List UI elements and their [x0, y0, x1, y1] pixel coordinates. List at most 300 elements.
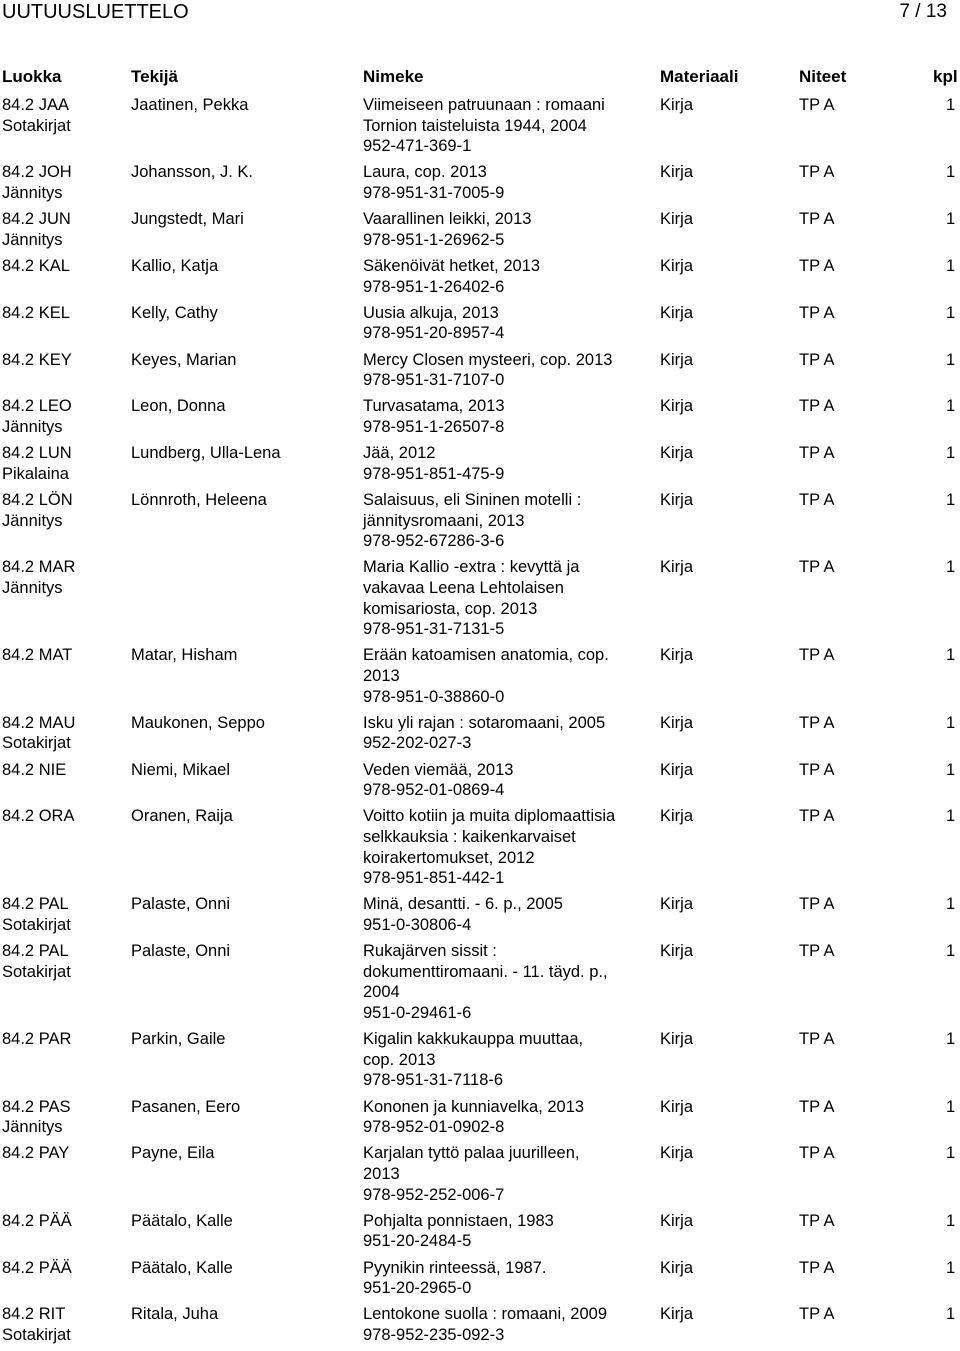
material-cell [660, 209, 693, 230]
material-cell [660, 1143, 693, 1164]
material-type: Kirja [660, 558, 694, 577]
material-cell [660, 1304, 693, 1325]
location-code: TP A [799, 303, 835, 322]
location-code: TP A [799, 210, 835, 229]
copy-count: 1 [946, 1305, 956, 1324]
table-row [0, 256, 960, 303]
copy-count: 1 [946, 163, 956, 182]
location-code: TP A [799, 760, 835, 779]
location-cell [799, 95, 834, 116]
count-cell [946, 1143, 955, 1164]
table-row [0, 95, 960, 162]
copy-count: 1 [946, 1144, 956, 1163]
count-cell [946, 350, 955, 371]
material-cell [660, 806, 693, 827]
material-cell [660, 713, 693, 734]
classification-cell [2, 256, 127, 277]
title-cell [363, 760, 655, 801]
classification-cell [2, 209, 127, 250]
copy-count: 1 [946, 1211, 956, 1230]
copy-count: 1 [946, 760, 956, 779]
copy-count: 1 [946, 350, 956, 369]
classification-cell [2, 396, 127, 437]
location-code: TP A [799, 397, 835, 416]
author-name: Kallio, Katja [131, 256, 219, 275]
count-cell [946, 557, 955, 578]
material-cell [660, 256, 693, 277]
table-row [0, 1097, 960, 1144]
isbn: 978-951-1-26402-6 [363, 277, 505, 296]
copy-count: 1 [946, 895, 956, 914]
location-cell [799, 209, 834, 230]
header-luokka: Luokka [2, 67, 62, 86]
material-type: Kirja [660, 1097, 694, 1116]
material-type: Kirja [660, 96, 694, 114]
material-cell [660, 1211, 693, 1232]
material-type: Kirja [660, 490, 694, 509]
genre-label: Jännitys [2, 183, 63, 202]
material-cell [660, 1029, 693, 1050]
material-cell [660, 1097, 693, 1118]
classification-cell [2, 95, 127, 136]
author-name: Oranen, Raija [131, 807, 233, 826]
copy-count: 1 [946, 1258, 956, 1277]
title-line: Viimeiseen patruunaan : romaani [363, 96, 605, 114]
count-cell [946, 806, 955, 827]
class-code: 84.2 MAR [2, 558, 76, 577]
title-cell [363, 1211, 655, 1252]
author-cell [131, 303, 359, 324]
material-type: Kirja [660, 303, 694, 322]
table-row [0, 162, 960, 209]
table-row [0, 490, 960, 557]
author-cell [131, 760, 359, 781]
isbn: 978-951-1-26507-8 [363, 417, 505, 436]
title-line: Tornion taisteluista 1944, 2004 [363, 116, 587, 135]
author-name: Maukonen, Seppo [131, 713, 265, 732]
isbn: 978-952-01-0902-8 [363, 1118, 505, 1137]
copy-count: 1 [946, 303, 956, 322]
isbn: 978-951-851-475-9 [363, 464, 505, 483]
title-line: Vaarallinen leikki, 2013 [363, 210, 532, 229]
classification-cell [2, 350, 127, 371]
count-cell [946, 95, 955, 116]
author-name: Palaste, Onni [131, 895, 231, 914]
location-code: TP A [799, 490, 835, 509]
location-cell [799, 396, 834, 417]
classification-cell [2, 1097, 127, 1138]
table-row [0, 941, 960, 1029]
author-cell [131, 396, 359, 417]
title-cell [363, 256, 655, 297]
count-cell [946, 256, 955, 277]
copy-count: 1 [946, 444, 956, 463]
classification-cell [2, 1143, 127, 1164]
isbn: 978-951-0-38860-0 [363, 687, 505, 706]
location-cell [799, 350, 834, 371]
location-cell [799, 894, 834, 915]
copy-count: 1 [946, 490, 956, 509]
count-cell [946, 713, 955, 734]
isbn: 951-0-30806-4 [363, 915, 472, 934]
title-line: Säkenöivät hetket, 2013 [363, 256, 541, 275]
genre-label: Jännitys [2, 230, 63, 249]
location-code: TP A [799, 1144, 835, 1163]
count-cell [946, 443, 955, 464]
author-cell [131, 490, 359, 511]
genre-label: Jännitys [2, 417, 63, 436]
author-cell [131, 95, 359, 116]
location-code: TP A [799, 942, 835, 961]
material-cell [660, 350, 693, 371]
author-cell [131, 1258, 359, 1279]
title-line: Karjalan tyttö palaa juurilleen, [363, 1144, 580, 1163]
material-type: Kirja [660, 1258, 694, 1277]
author-name: Matar, Hisham [131, 646, 238, 665]
title-line: Erään katoamisen anatomia, cop. [363, 646, 609, 665]
isbn: 978-951-851-442-1 [363, 869, 505, 888]
header-nimeke: Nimeke [363, 67, 424, 86]
isbn: 952-471-369-1 [363, 137, 472, 156]
isbn: 978-951-31-7107-0 [363, 371, 505, 390]
count-cell [946, 1211, 955, 1232]
table-row [0, 209, 960, 256]
class-code: 84.2 LÖN [2, 490, 73, 509]
author-name: Palaste, Onni [131, 942, 231, 961]
class-code: 84.2 JOH [2, 163, 72, 182]
copy-count: 1 [946, 807, 956, 826]
title-cell [363, 1143, 655, 1205]
location-cell [799, 806, 834, 827]
author-cell [131, 941, 359, 962]
isbn: 978-951-31-7005-9 [363, 183, 505, 202]
material-cell [660, 162, 693, 183]
count-cell [946, 162, 955, 183]
material-type: Kirja [660, 163, 694, 182]
copy-count: 1 [946, 942, 956, 961]
author-cell [131, 350, 359, 371]
classification-cell [2, 1029, 127, 1050]
author-cell [131, 894, 359, 915]
author-cell [131, 713, 359, 734]
copy-count: 1 [946, 210, 956, 229]
isbn: 978-951-31-7118-6 [363, 1071, 504, 1090]
author-name: Kelly, Cathy [131, 303, 218, 322]
title-line: Pyynikin rinteessä, 1987. [363, 1258, 547, 1277]
author-cell [131, 645, 359, 666]
author-cell [131, 209, 359, 230]
classification-cell [2, 645, 127, 666]
isbn: 978-952-67286-3-6 [363, 532, 505, 551]
author-name: Päätalo, Kalle [131, 1258, 233, 1277]
author-name: Niemi, Mikael [131, 760, 231, 779]
table-row [0, 303, 960, 350]
material-type: Kirja [660, 1144, 694, 1163]
author-cell [131, 1304, 359, 1325]
author-name: Jungstedt, Mari [131, 210, 244, 229]
title-line: Uusia alkuja, 2013 [363, 303, 499, 322]
title-line: dokumenttiromaani. - 11. täyd. p., [363, 962, 608, 981]
material-type: Kirja [660, 942, 694, 961]
genre-label: Jännitys [2, 578, 63, 597]
count-cell [946, 1304, 955, 1325]
location-cell [799, 1211, 834, 1232]
class-code: 84.2 RIT [2, 1305, 66, 1324]
location-code: TP A [799, 807, 835, 826]
title-line: Maria Kallio -extra : kevyttä ja [363, 558, 580, 577]
location-cell [799, 1258, 834, 1279]
copy-count: 1 [946, 256, 956, 275]
location-code: TP A [799, 96, 835, 114]
author-name: Jaatinen, Pekka [131, 96, 249, 114]
copy-count: 1 [946, 1030, 956, 1049]
author-name: Parkin, Gaile [131, 1030, 226, 1049]
location-code: TP A [799, 1305, 835, 1324]
location-code: TP A [799, 558, 835, 577]
location-cell [799, 1097, 834, 1118]
title-cell [363, 209, 655, 250]
title-cell [363, 1304, 655, 1345]
copy-count: 1 [946, 713, 956, 732]
copy-count: 1 [946, 397, 956, 416]
count-cell [946, 941, 955, 962]
class-code: 84.2 PAL [2, 942, 69, 961]
location-cell [799, 303, 834, 324]
location-code: TP A [799, 646, 835, 665]
classification-cell [2, 894, 127, 935]
author-name: Johansson, J. K. [131, 163, 253, 182]
location-cell [799, 162, 834, 183]
isbn: 978-952-01-0869-4 [363, 781, 505, 800]
count-cell [946, 1097, 955, 1118]
author-cell [131, 1143, 359, 1164]
title-cell [363, 713, 655, 754]
class-code: 84.2 PÄÄ [2, 1258, 72, 1277]
material-type: Kirja [660, 350, 694, 369]
title-cell [363, 396, 655, 437]
author-name: Lundberg, Ulla-Lena [131, 444, 281, 463]
title-line: Laura, cop. 2013 [363, 163, 487, 182]
author-name: Keyes, Marian [131, 350, 237, 369]
title-cell [363, 645, 655, 707]
material-type: Kirja [660, 210, 694, 229]
title-line: Mercy Closen mysteeri, cop. 2013 [363, 350, 613, 369]
author-cell [131, 162, 359, 183]
table-row [0, 350, 960, 397]
material-cell [660, 303, 693, 324]
class-code: 84.2 JUN [2, 210, 71, 229]
title-cell [363, 1258, 655, 1299]
genre-label: Sotakirjat [2, 116, 71, 135]
location-code: TP A [799, 256, 835, 275]
title-line: cop. 2013 [363, 1050, 436, 1069]
class-code: 84.2 MAU [2, 713, 76, 732]
title-cell [363, 1097, 655, 1138]
title-cell [363, 443, 655, 484]
location-cell [799, 1304, 834, 1325]
material-cell [660, 557, 693, 578]
title-cell [363, 557, 655, 639]
isbn: 978-952-252-006-7 [363, 1185, 505, 1204]
class-code: 84.2 JAA [2, 96, 69, 114]
classification-cell [2, 1304, 127, 1345]
class-code: 84.2 ORA [2, 807, 75, 826]
copy-count: 1 [946, 96, 956, 114]
author-cell [131, 1029, 359, 1050]
title-line: Veden viemää, 2013 [363, 760, 514, 779]
table-row [0, 806, 960, 894]
table-row [0, 760, 960, 807]
location-cell [799, 760, 834, 781]
author-name: Ritala, Juha [131, 1305, 219, 1324]
location-cell [799, 941, 834, 962]
author-cell [131, 256, 359, 277]
title-line: 2013 [363, 1164, 400, 1183]
table-header [0, 67, 960, 89]
author-cell [131, 443, 359, 464]
location-code: TP A [799, 1030, 835, 1049]
material-cell [660, 760, 693, 781]
header-kpl: kpl [933, 67, 958, 86]
title-line: 2013 [363, 666, 400, 685]
isbn: 978-952-235-092-3 [363, 1325, 505, 1344]
title-line: Isku yli rajan : sotaromaani, 2005 [363, 713, 606, 732]
location-cell [799, 645, 834, 666]
title-line: jännitysromaani, 2013 [363, 511, 525, 530]
location-code: TP A [799, 1211, 835, 1230]
title-cell [363, 95, 655, 157]
material-type: Kirja [660, 1030, 694, 1049]
location-code: TP A [799, 1258, 835, 1277]
location-cell [799, 1029, 834, 1050]
material-cell [660, 443, 693, 464]
title-line: Turvasatama, 2013 [363, 397, 505, 416]
table-row [0, 1258, 960, 1305]
isbn: 952-202-027-3 [363, 734, 472, 753]
isbn: 951-20-2965-0 [363, 1279, 472, 1298]
classification-cell [2, 806, 127, 827]
title-line: selkkauksia : kaikenkarvaiset [363, 827, 576, 846]
copy-count: 1 [946, 1097, 956, 1116]
material-type: Kirja [660, 397, 694, 416]
material-cell [660, 645, 693, 666]
title-line: Kononen ja kunniavelka, 2013 [363, 1097, 585, 1116]
title-line: komisariosta, cop. 2013 [363, 599, 538, 618]
isbn: 978-951-1-26962-5 [363, 230, 505, 249]
classification-cell [2, 303, 127, 324]
genre-label: Sotakirjat [2, 1325, 71, 1344]
material-type: Kirja [660, 760, 694, 779]
title-line: koirakertomukset, 2012 [363, 848, 535, 867]
author-name: Päätalo, Kalle [131, 1211, 233, 1230]
isbn: 978-951-20-8957-4 [363, 324, 505, 343]
genre-label: Pikalaina [2, 464, 69, 483]
class-code: 84.2 LEO [2, 397, 72, 416]
genre-label: Sotakirjat [2, 962, 71, 981]
title-line: Lentokone suolla : romaani, 2009 [363, 1305, 608, 1324]
table-row [0, 894, 960, 941]
location-cell [799, 1143, 834, 1164]
location-code: TP A [799, 895, 835, 914]
title-line: 2004 [363, 983, 400, 1002]
location-cell [799, 713, 834, 734]
material-type: Kirja [660, 895, 694, 914]
material-type: Kirja [660, 444, 694, 463]
count-cell [946, 1029, 955, 1050]
table-row [0, 645, 960, 712]
location-cell [799, 256, 834, 277]
header-materiaali: Materiaali [660, 67, 739, 86]
title-line: Rukajärven sissit : [363, 942, 497, 961]
header-tekija: Tekijä [131, 67, 178, 86]
count-cell [946, 490, 955, 511]
classification-cell [2, 760, 127, 781]
location-code: TP A [799, 713, 835, 732]
count-cell [946, 303, 955, 324]
class-code: 84.2 PAY [2, 1144, 70, 1163]
class-code: 84.2 PAL [2, 895, 69, 914]
page-number: 7 / 13 [899, 1, 947, 22]
table-row [0, 443, 960, 490]
classification-cell [2, 941, 127, 982]
title-cell [363, 806, 655, 888]
table-row [0, 1211, 960, 1258]
page-title: UUTUUSLUETTELO [2, 1, 189, 23]
location-code: TP A [799, 350, 835, 369]
title-cell [363, 303, 655, 344]
class-code: 84.2 PÄÄ [2, 1211, 72, 1230]
location-code: TP A [799, 1097, 835, 1116]
title-cell [363, 350, 655, 391]
class-code: 84.2 NIE [2, 760, 67, 779]
count-cell [946, 209, 955, 230]
material-cell [660, 941, 693, 962]
count-cell [946, 1258, 955, 1279]
classification-cell [2, 490, 127, 531]
classification-cell [2, 713, 127, 754]
author-name: Leon, Donna [131, 397, 226, 416]
location-cell [799, 443, 834, 464]
header-niteet: Niteet [799, 67, 847, 86]
table-row [0, 557, 960, 645]
table-row [0, 713, 960, 760]
title-line: vakavaa Leena Lehtolaisen [363, 578, 564, 597]
class-code: 84.2 KEY [2, 350, 72, 369]
location-code: TP A [799, 163, 835, 182]
author-cell [131, 1097, 359, 1118]
genre-label: Jännitys [2, 511, 63, 530]
classification-cell [2, 1211, 127, 1232]
isbn: 978-951-31-7131-5 [363, 620, 505, 639]
author-cell [131, 1211, 359, 1232]
title-line: Voitto kotiin ja muita diplomaattisia [363, 807, 616, 826]
author-name: Pasanen, Eero [131, 1097, 241, 1116]
count-cell [946, 645, 955, 666]
title-cell [363, 1029, 655, 1091]
title-cell [363, 894, 655, 935]
location-cell [799, 557, 834, 578]
count-cell [946, 894, 955, 915]
title-line: Salaisuus, eli Sininen motelli : [363, 490, 582, 509]
material-cell [660, 894, 693, 915]
title-cell [363, 490, 655, 552]
material-type: Kirja [660, 1305, 694, 1324]
catalog-table [0, 95, 960, 1351]
author-name: Payne, Eila [131, 1144, 215, 1163]
genre-label: Jännitys [2, 1118, 63, 1137]
class-code: 84.2 KEL [2, 303, 70, 322]
class-code: 84.2 KAL [2, 256, 70, 275]
